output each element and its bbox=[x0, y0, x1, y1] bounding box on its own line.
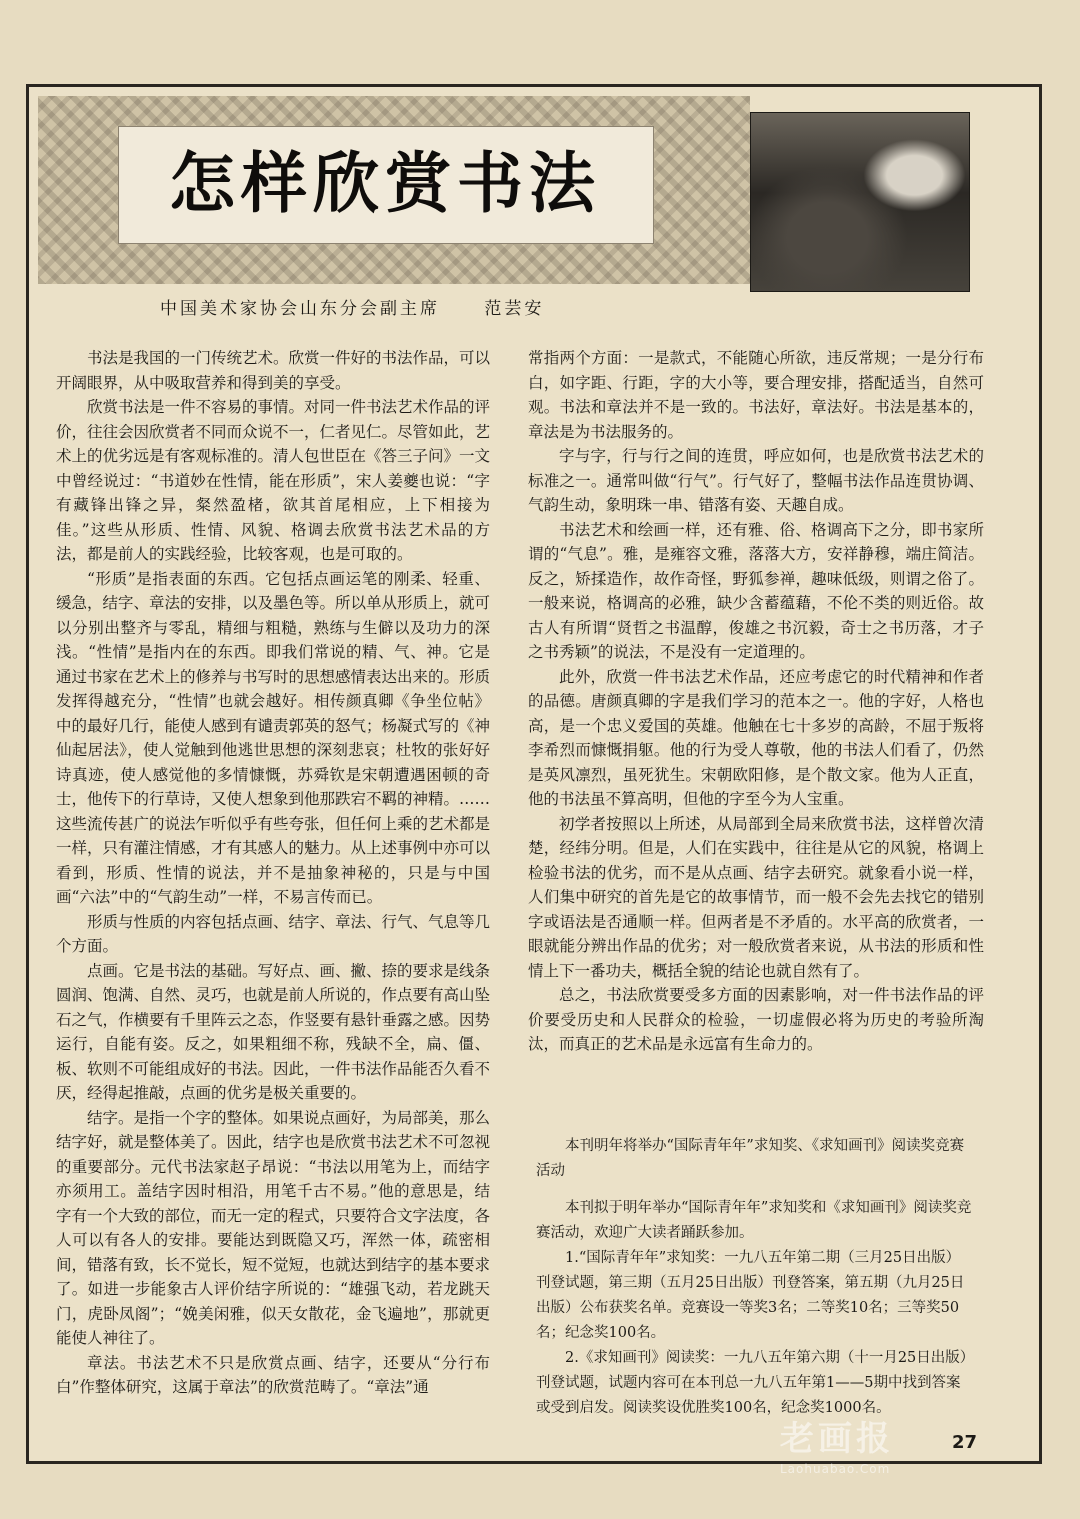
article-column-right bbox=[528, 346, 984, 1057]
byline-role: 中国美术家协会山东分会副主席 bbox=[160, 299, 440, 319]
paragraph: 点画。它是书法的基础。写好点、画、撇、捺的要求是线条圆润、饱满、自然、灵巧，也就是前人所说的，作点要有高山坠石之气，作横要有千里阵云之态，作竖要有悬针垂露之感。因势运行，自能有姿。反之，如果粗细不称，残缺不全，扁、僵、板、软则不可能组成好的书法。因此，一件书法作品能否久看不厌，经得起推敲，点画的优劣是极关重要的。 bbox=[56, 961, 491, 1102]
page-number: 27 bbox=[952, 1432, 978, 1453]
paragraph: 章法。书法艺术不只是欣赏点画、结字，还要从“分行布白”作整体研究，这属于章法”的欣赏范畴了。“章法”通 bbox=[56, 1353, 490, 1396]
paragraph: 总之，书法欣赏要受多方面的因素影响，对一件书法作品的评价要受历史和人民群众的检验，一切虚假必将为历史的考验所淘汰，而真正的艺术品是永远富有生命力的。 bbox=[528, 986, 984, 1053]
notice-paragraph: 1.“国际青年年”求知奖：一九八五年第二期（三月25日出版）刊登试题，第三期（五月25日出版）刊登答案，第五期（九月25日出版）公布获奖名单。竞赛设一等奖3名；二等奖10名；三等奖50名；纪念奖100名。 bbox=[536, 1250, 965, 1341]
paragraph: 欣赏书法是一件不容易的事情。对同一件书法艺术作品的评价，往往会因欣赏者不同而众说不一，仁者见仁。尽管如此，艺术上的优劣远是有客观标准的。清人包世臣在《答三子问》一文中曾经说过：“书道妙在性情，能在形质”，宋人姜夔也说：“字有藏锋出锋之异，粲然盈楮，欲其首尾相应，上下相接为佳。”这些从形质、性情、风貌、格调去欣赏书法艺术品的方法，都是前人的实践经验，比较客观，也是可取的。 bbox=[56, 398, 491, 563]
watermark-mark: 老画报 bbox=[780, 1419, 894, 1459]
watermark-url: Laohuabao.Com bbox=[780, 1462, 891, 1476]
article-title: 怎样欣赏书法 bbox=[169, 145, 601, 222]
watermark bbox=[780, 1418, 960, 1488]
paragraph: 形质与性质的内容包括点画、结字、章法、行气、气息等几个方面。 bbox=[56, 912, 491, 955]
contest-notice bbox=[536, 1134, 972, 1421]
paragraph: 字与字，行与行之间的连贯，呼应如何，也是欣赏书法艺术的标准之一。通常叫做“行气”。行气好了，整幅书法作品连贯协调、气韵生动，象明珠一串、错落有姿、天趣自成。 bbox=[528, 447, 984, 514]
paragraph: “形质”是指表面的东西。它包括点画运笔的刚柔、轻重、缓急，结字、章法的安排，以及墨色等。所以单从形质上，就可以分别出整齐与零乱，精细与粗糙，熟练与生僻以及功力的深浅。“性情”是指内在的东西。即我们常说的精、气、神。它是通过书家在艺术上的修养与书写时的思想感情表达出来的。形质发挥得越充分，“性情”也就会越好。相传颜真卿《争坐位帖》中的最好几行，能使人感到有谴责郭英的怒气；杨凝式写的《神仙起居法》，使人觉触到他逃世思想的深刻悲哀；杜牧的张好好诗真迹，使人感觉他的多情慷慨，苏舜钦是宋朝遭遇困顿的奇士，他传下的行草诗，又使人想象到他那跌宕不羁的神精。……这些流传甚广的说法乍听似乎有些夸张，但任何上乘的艺术都是一样，只有灌注情感，才有其感人的魅力。从上述事例中亦可以看到，形质、性情的说法，并不是抽象神秘的，只是与中国画“六法”中的“气韵生动”一样，不易言传而已。 bbox=[56, 569, 491, 906]
paragraph: 结字。是指一个字的整体。如果说点画好，为局部美，那么结字好，就是整体美了。因此，结字也是欣赏书法艺术不可忽视的重要部分。元代书法家赵子昂说：“书法以用笔为上，而结字亦须用工。盖结字因时相沿，用笔千古不易。”他的意思是，结字有一个大致的部位，而无一定的程式，只要符合文字法度，各人可以有各人的安排。要能达到既隐又巧，浑然一体，疏密相间，错落有致，长不觉长，短不觉短，也就达到结字的基本要求了。如进一步能象古人评价结字所说的：“雄强飞动，若龙跳天门，虎卧凤阁”；“娩美闲雅，似天女散花，金飞遍地”，那就更能使人神往了。 bbox=[56, 1108, 491, 1347]
article-column-left bbox=[56, 346, 490, 1400]
notice-paragraph: 2.《求知画刊》阅读奖：一九八五年第六期（十一月25日出版）刊登试题，试题内容可在本刊总一九八五年第1——5期中找到答案或受到启发。阅读奖设优胜奖100名，纪念奖1000名。 bbox=[536, 1350, 968, 1416]
paragraph: 初学者按照以上所述，从局部到全局来欣赏书法，这样曾次清楚，经纬分明。但是，人们在实践中，往往是从它的风貌，格调上检验书法的优劣，而不是从点画、结字去研究。就象看小说一样，人们集中研究的首先是它的故事情节，而一般不会先去找它的错别字或语法是否通顺一样。但两者是不矛盾的。水平高的欣赏者，一眼就能分辨出作品的优劣；对一般欣赏者来说，从书法的形质和性情上下一番功夫，概括全貌的结论也就自然有了。 bbox=[528, 814, 984, 980]
paragraph: 书法艺术和绘画一样，还有雅、俗、格调高下之分，即书家所谓的“气息”。雅，是雍容文雅，落落大方，安祥静穆，端庄简洁。反之，矫揉造作，故作奇怪，野狐参禅，趣味低级，则谓之俗了。一般来说，格调高的必雅，缺少含蓄蕴藉，不伦不类的则近俗。故古人有所谓“贤哲之书温醇，俊雄之书沉毅，奇士之书历落，才子之书秀颖”的说法，不是没有一定道理的。 bbox=[528, 520, 984, 661]
byline-author: 范芸安 bbox=[484, 299, 545, 319]
byline bbox=[160, 292, 680, 326]
notice-paragraph: 本刊拟于明年举办“国际青年年”求知奖和《求知画刊》阅读奖竞赛活动，欢迎广大读者踊跃参加。 bbox=[536, 1200, 972, 1241]
paragraph: 此外，欣赏一件书法艺术作品，还应考虑它的时代精神和作者的品德。唐颜真卿的字是我们学习的范本之一。他的字好，人格也高，是一个忠义爱国的英雄。他触在七十多岁的高龄，不屈于叛将李希烈而慷慨捐躯。他的行为受人尊敬，他的书法人们看了，仍然是英风凛烈，虽死犹生。宋朝欧阳修，是个散文家。他为人正直，他的书法虽不算高明，但他的字至今为人宝重。 bbox=[528, 667, 984, 808]
paragraph: 常指两个方面：一是款式，不能随心所欲，违反常规；一是分行布白，如字距、行距，字的大小等，要合理安排，搭配适当，自然可观。书法和章法并不是一致的。书法好，章法好。书法是基本的，章法是为书法服务的。 bbox=[528, 349, 984, 441]
author-photo bbox=[750, 112, 970, 292]
notice-title: 本刊明年将举办“国际青年年”求知奖、《求知画刊》阅读奖竞赛活动 bbox=[536, 1138, 965, 1179]
paragraph: 书法是我国的一门传统艺术。欣赏一件好的书法作品，可以开阔眼界，从中吸取营养和得到美的享受。 bbox=[56, 349, 491, 392]
